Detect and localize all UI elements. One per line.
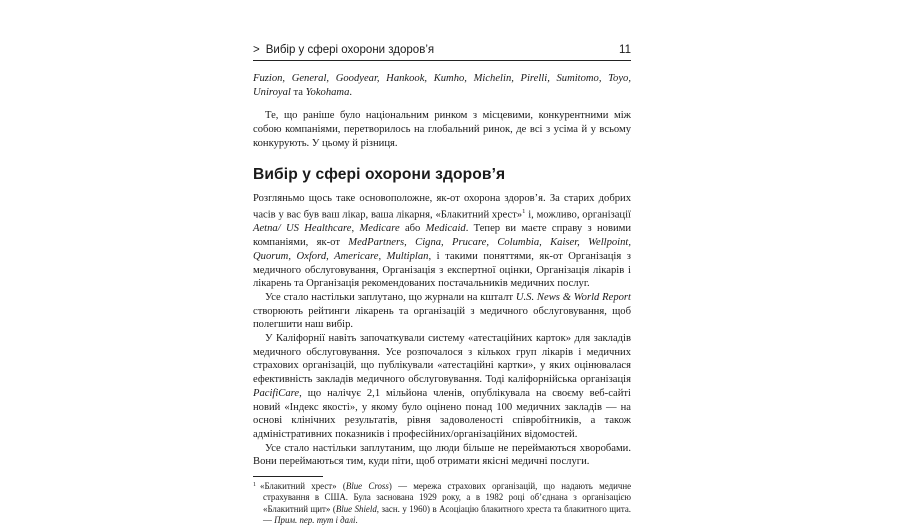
running-header-left xyxy=(253,44,434,56)
fn-text-1: «Блакитний хрест» ( xyxy=(260,481,346,492)
p1-text-3: , xyxy=(351,223,360,235)
p3-text-2: , що налічує 2,1 мільйона членів, опублікувала на своєму веб-сайті новий «Індекс якості», у якому було оцінено понад 100 медичних закладів — на основі клінічних результатів, рівня задоволеності співробітників, а також адміністративних показників і професійних/організаційних відомостей. xyxy=(253,387,631,440)
p1-text-5: . Тепер ви маєте справу з новими компаніями, як-от xyxy=(253,223,632,249)
fn-italic-2: Blue Shield xyxy=(335,503,377,514)
running-header-title: Вибір у сфері охорони здоров’я xyxy=(265,44,435,56)
footnote-number: 1 xyxy=(253,482,256,489)
page-number: 11 xyxy=(619,44,631,56)
p2-text-1: Усе стало настільки заплутано, що журнали на кшталт xyxy=(265,291,516,303)
p1-text-6: , і такими поняттями, як-от Організація з медичного обслуговування, Організація з експертної оцінки, Організація лікарів і лікарень та Організація рекомендованих постачальників медичних послуг. xyxy=(253,250,631,290)
p3-italic-1: PacifiCare xyxy=(253,387,300,399)
market-paragraph: Те, що раніше було національним ринком з місцевими, конкурентними між собою компаніями, перетворилось на глобальний ринок, де всі з усіма й у всьому конкурують. У цьому й різниця. xyxy=(253,110,631,149)
p1-italic-2: Medicare xyxy=(359,223,400,235)
footnote xyxy=(253,480,631,526)
p1-italic-4: MedPartners, Cigna, Prucare, Columbia, Kaiser, Wellpoint, Quorum, Oxford, Americare, Multiplan xyxy=(253,237,632,262)
footnote-divider xyxy=(253,476,323,477)
intro-end: . xyxy=(349,86,353,98)
chevron-right-icon: > xyxy=(253,44,260,56)
fn-italic-3: Прим. пер. тут і далі xyxy=(274,514,356,525)
footnote-ref: 1 xyxy=(522,208,526,216)
brand-list: Fuzion, General, Goodyear, Hankook, Kumho, Michelin, Pirelli, Sumitomo, Toyo, Uniroyal xyxy=(253,73,631,98)
paragraph-1 xyxy=(253,192,631,291)
brand-conjunction: та xyxy=(290,86,306,98)
paragraph-2 xyxy=(253,291,631,332)
paragraph-4: Усе стало настільки заплутаним, що люди більше не переймаються хворобами. Вони переймаються тим, куди піти, щоб отримати якісні медичні послуги. xyxy=(253,442,631,468)
fn-text-2: ) — мережа страхових організацій, що надають медичне страхування в США. Була заснована 1929 року, а в 1982 році об’єднана з організацією «Блакитний щит» ( xyxy=(263,481,632,514)
p1-italic-3: Medicaid xyxy=(425,223,466,235)
p1-italic-1: Aetna/ US Healthcare xyxy=(253,223,352,235)
brand-last: Yokohama xyxy=(305,86,350,98)
book-page xyxy=(253,44,631,526)
p1-text-4: або xyxy=(399,223,426,235)
paragraph-3 xyxy=(253,332,631,442)
p1-text-1: Розгляньмо щось таке основоположне, як-от охорона здоров’я. За старих добрих часів у вас був ваш лікар, ваша лікарня, «Блакитний хрест» xyxy=(253,192,631,221)
p3-text-1: У Каліфорнії навіть започаткували систему «атестаційних карток» для закладів медичного обслуговування. Усе розпочалося з кількох груп лікарів і медичних страхових організацій, що публікували «атестаційні картки», у яких оцінювалася ефективність закладів медичного обслуговування. Тоді каліфорнійська організація xyxy=(253,333,631,386)
fn-text-4: . xyxy=(355,514,358,525)
running-header xyxy=(253,44,631,61)
intro-paragraph xyxy=(253,72,631,99)
p1-text-2: і, можливо, організації xyxy=(525,209,631,221)
p2-text-2: створюють рейтинги лікарень та організацій з медичного обслуговування, щоб полегшити наш вибір. xyxy=(253,305,631,331)
p2-italic-1: U.S. News & World Report xyxy=(515,291,631,303)
section-heading: Вибір у сфері охорони здоров’я xyxy=(253,165,506,183)
fn-text-3: , засн. у 1960) в Асоціацію блакитного хреста та блакитного щита.— xyxy=(263,503,631,525)
fn-italic-1: Blue Cross xyxy=(345,481,389,492)
